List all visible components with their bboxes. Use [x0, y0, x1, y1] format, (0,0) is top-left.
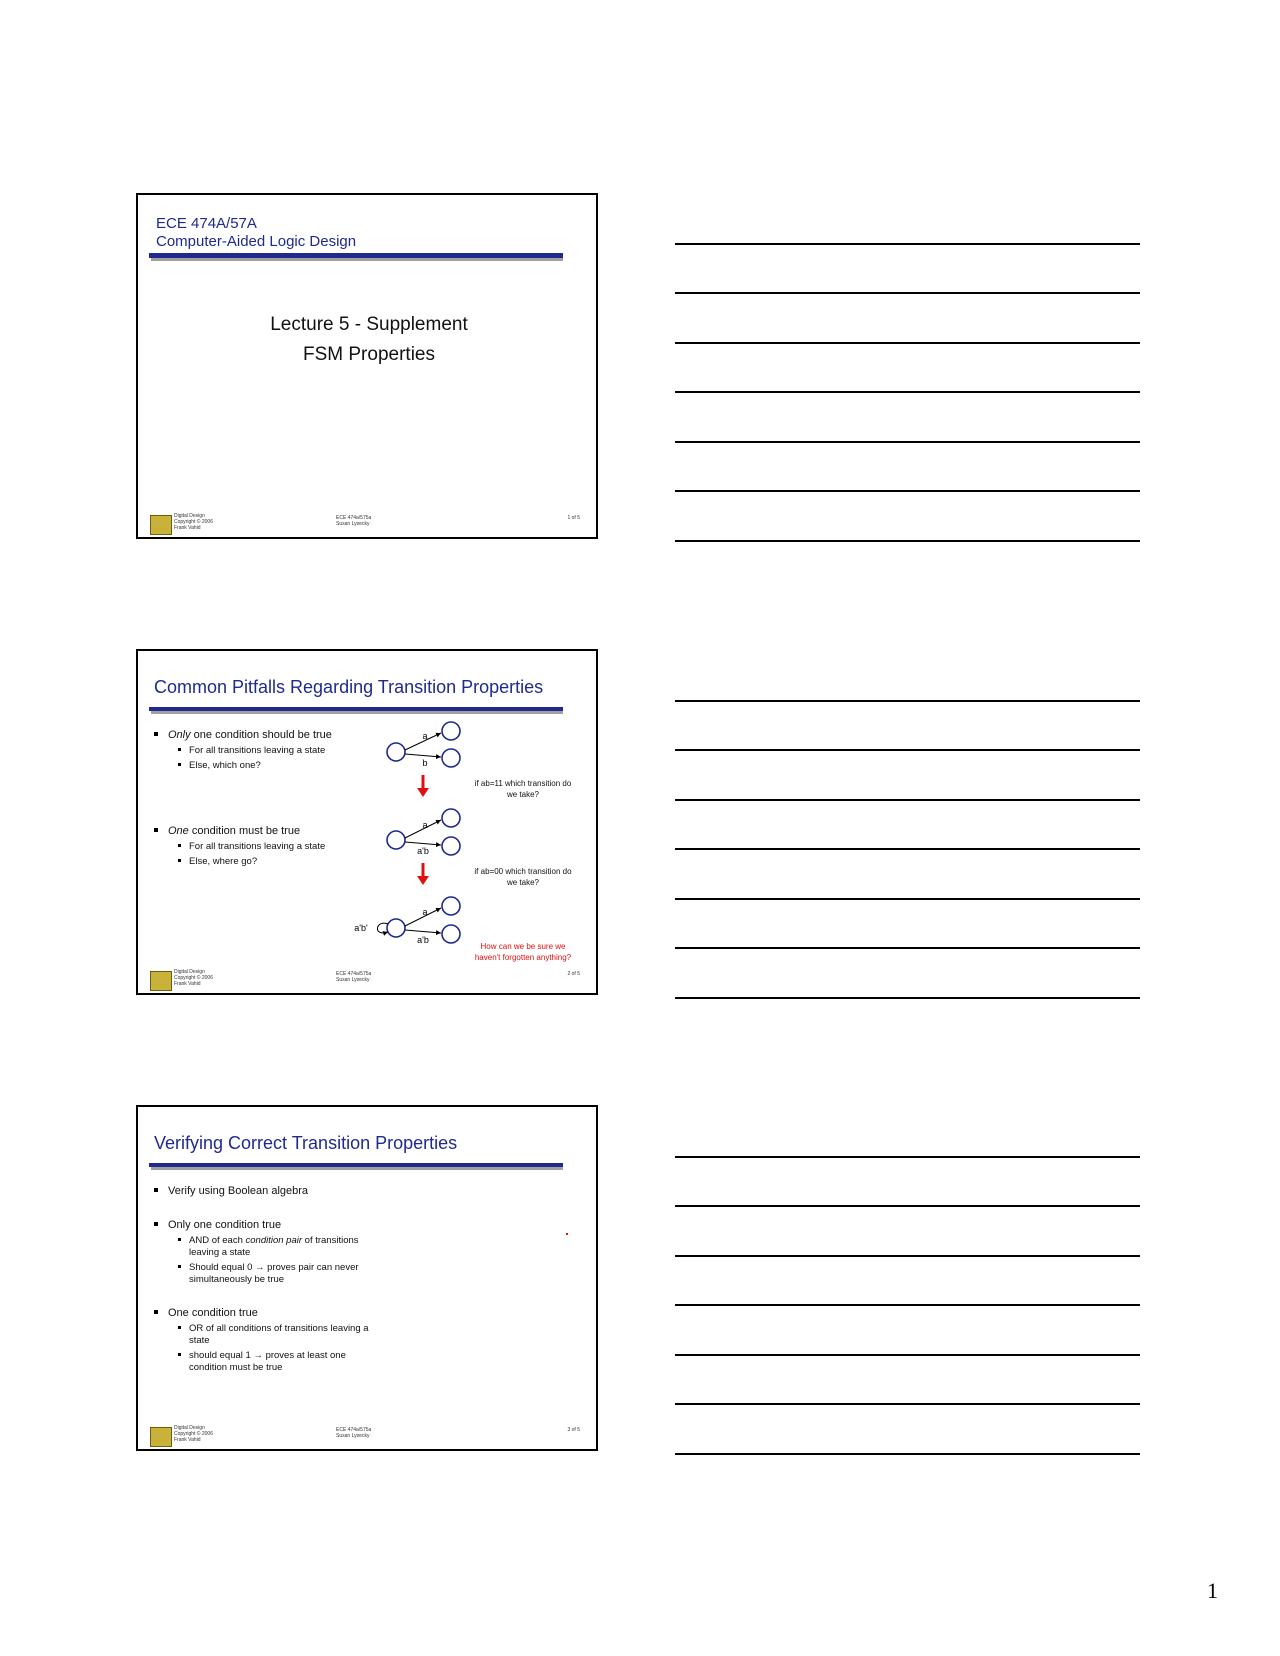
state-diagram-1	[387, 722, 460, 768]
state-node	[442, 749, 460, 767]
notes-line	[675, 292, 1140, 294]
notes-line	[675, 1255, 1140, 1257]
slide-1	[136, 193, 598, 539]
footer-credit: Digital Design Copyright © 2006 Frank Vahid	[174, 969, 213, 987]
notes-line	[675, 848, 1140, 850]
slide-title-line-1: Lecture 5 - Supplement	[270, 314, 468, 335]
sub-bullet: OR of all conditions of transitions leaving a state	[178, 1323, 389, 1347]
title-rule	[149, 253, 563, 261]
red-dot	[566, 1233, 568, 1235]
notes-line	[675, 749, 1140, 751]
footer-course: ECE 474a/575a Susan Lysecky	[336, 515, 372, 527]
notes-line	[675, 540, 1140, 542]
sub-bullet: For all transitions leaving a state	[178, 841, 325, 853]
notes-line	[675, 441, 1140, 443]
sub-bullet: Else, which one?	[178, 760, 261, 772]
slide-3	[136, 1105, 598, 1451]
course-name: Computer-Aided Logic Design	[156, 233, 357, 250]
transition-label: a	[422, 731, 428, 741]
footer-slide-number: 2 of 5	[567, 971, 580, 977]
slide-2	[136, 649, 598, 995]
notes-line	[675, 997, 1140, 999]
note-forgotten: How can we be sure we haven't forgotten anything?	[474, 942, 572, 962]
notes-line	[675, 1403, 1140, 1405]
footer-credit: Digital Design Copyright © 2006 Frank Vahid	[174, 513, 213, 531]
state-node	[442, 809, 460, 827]
slide-footer	[148, 969, 588, 991]
footer-course: ECE 474a/575a Susan Lysecky	[336, 971, 372, 983]
notes-line	[675, 1304, 1140, 1306]
notes-line	[675, 490, 1140, 492]
bullet-one-must: One condition must be true	[154, 825, 300, 837]
notes-line	[675, 1354, 1140, 1356]
slide-title: Common Pitfalls Regarding Transition Properties	[154, 677, 544, 697]
logo-icon	[150, 971, 172, 991]
state-node	[442, 925, 460, 943]
bullet-verify: Verify using Boolean algebra	[154, 1185, 308, 1197]
sub-bullet: AND of each condition pair of transitions leaving a state	[178, 1235, 379, 1259]
notes-line	[675, 947, 1140, 949]
note-ab11: if ab=11 which transition do we take?	[474, 779, 572, 799]
notes-line	[675, 342, 1140, 344]
slide-title	[138, 310, 600, 370]
footer-credit: Digital Design Copyright © 2006 Frank Vahid	[174, 1425, 213, 1443]
notes-line	[675, 799, 1140, 801]
state-node	[387, 831, 405, 849]
notes-line	[675, 700, 1140, 702]
state-node	[387, 743, 405, 761]
red-down-arrow	[417, 863, 429, 885]
notes-line	[675, 1156, 1140, 1158]
slide-title-line-2: FSM Properties	[303, 344, 435, 365]
transition-label: a	[422, 820, 428, 830]
notes-line	[675, 1205, 1140, 1207]
notes-line	[675, 391, 1140, 393]
transition-label: b	[422, 758, 428, 768]
notes-line	[675, 243, 1140, 245]
red-down-arrow	[417, 775, 429, 797]
page-number: 1	[1207, 1578, 1218, 1603]
transition-label: a	[422, 907, 428, 917]
logo-icon	[150, 1427, 172, 1447]
sub-bullet: Should equal 0 → proves pair can never simultaneously be true	[178, 1262, 379, 1286]
sub-bullet: Else, where go?	[178, 856, 257, 868]
slide-footer	[148, 1425, 588, 1447]
footer-slide-number: 1 of 5	[567, 515, 580, 521]
title-rule	[149, 1163, 563, 1170]
state-diagram-2	[387, 809, 460, 856]
footer-slide-number: 3 of 5	[567, 1427, 580, 1433]
state-node	[442, 897, 460, 915]
sub-bullet: For all transitions leaving a state	[178, 745, 325, 757]
bullet-only-one: Only one condition should be true	[154, 729, 332, 741]
slide-footer	[148, 513, 588, 535]
course-heading	[156, 215, 356, 251]
notes-line	[675, 898, 1140, 900]
logo-icon	[150, 515, 172, 535]
bullet-only-one-true: Only one condition true	[154, 1219, 281, 1231]
state-node	[442, 722, 460, 740]
transition-label: a'b	[417, 846, 429, 856]
sub-bullet: should equal 1 → proves at least one condition must be true	[178, 1350, 379, 1374]
slide-title: Verifying Correct Transition Properties	[154, 1133, 458, 1153]
transition-label: a'b	[417, 935, 429, 945]
course-code: ECE 474A/57A	[156, 215, 257, 232]
footer-course: ECE 474a/575a Susan Lysecky	[336, 1427, 372, 1439]
state-diagram-3	[354, 897, 460, 945]
bullet-one-true: One condition true	[154, 1307, 258, 1319]
state-node	[442, 837, 460, 855]
note-ab00: if ab=00 which transition do we take?	[474, 867, 572, 887]
notes-line	[675, 1453, 1140, 1455]
state-node	[387, 919, 405, 937]
self-loop-label: a'b'	[354, 923, 368, 933]
